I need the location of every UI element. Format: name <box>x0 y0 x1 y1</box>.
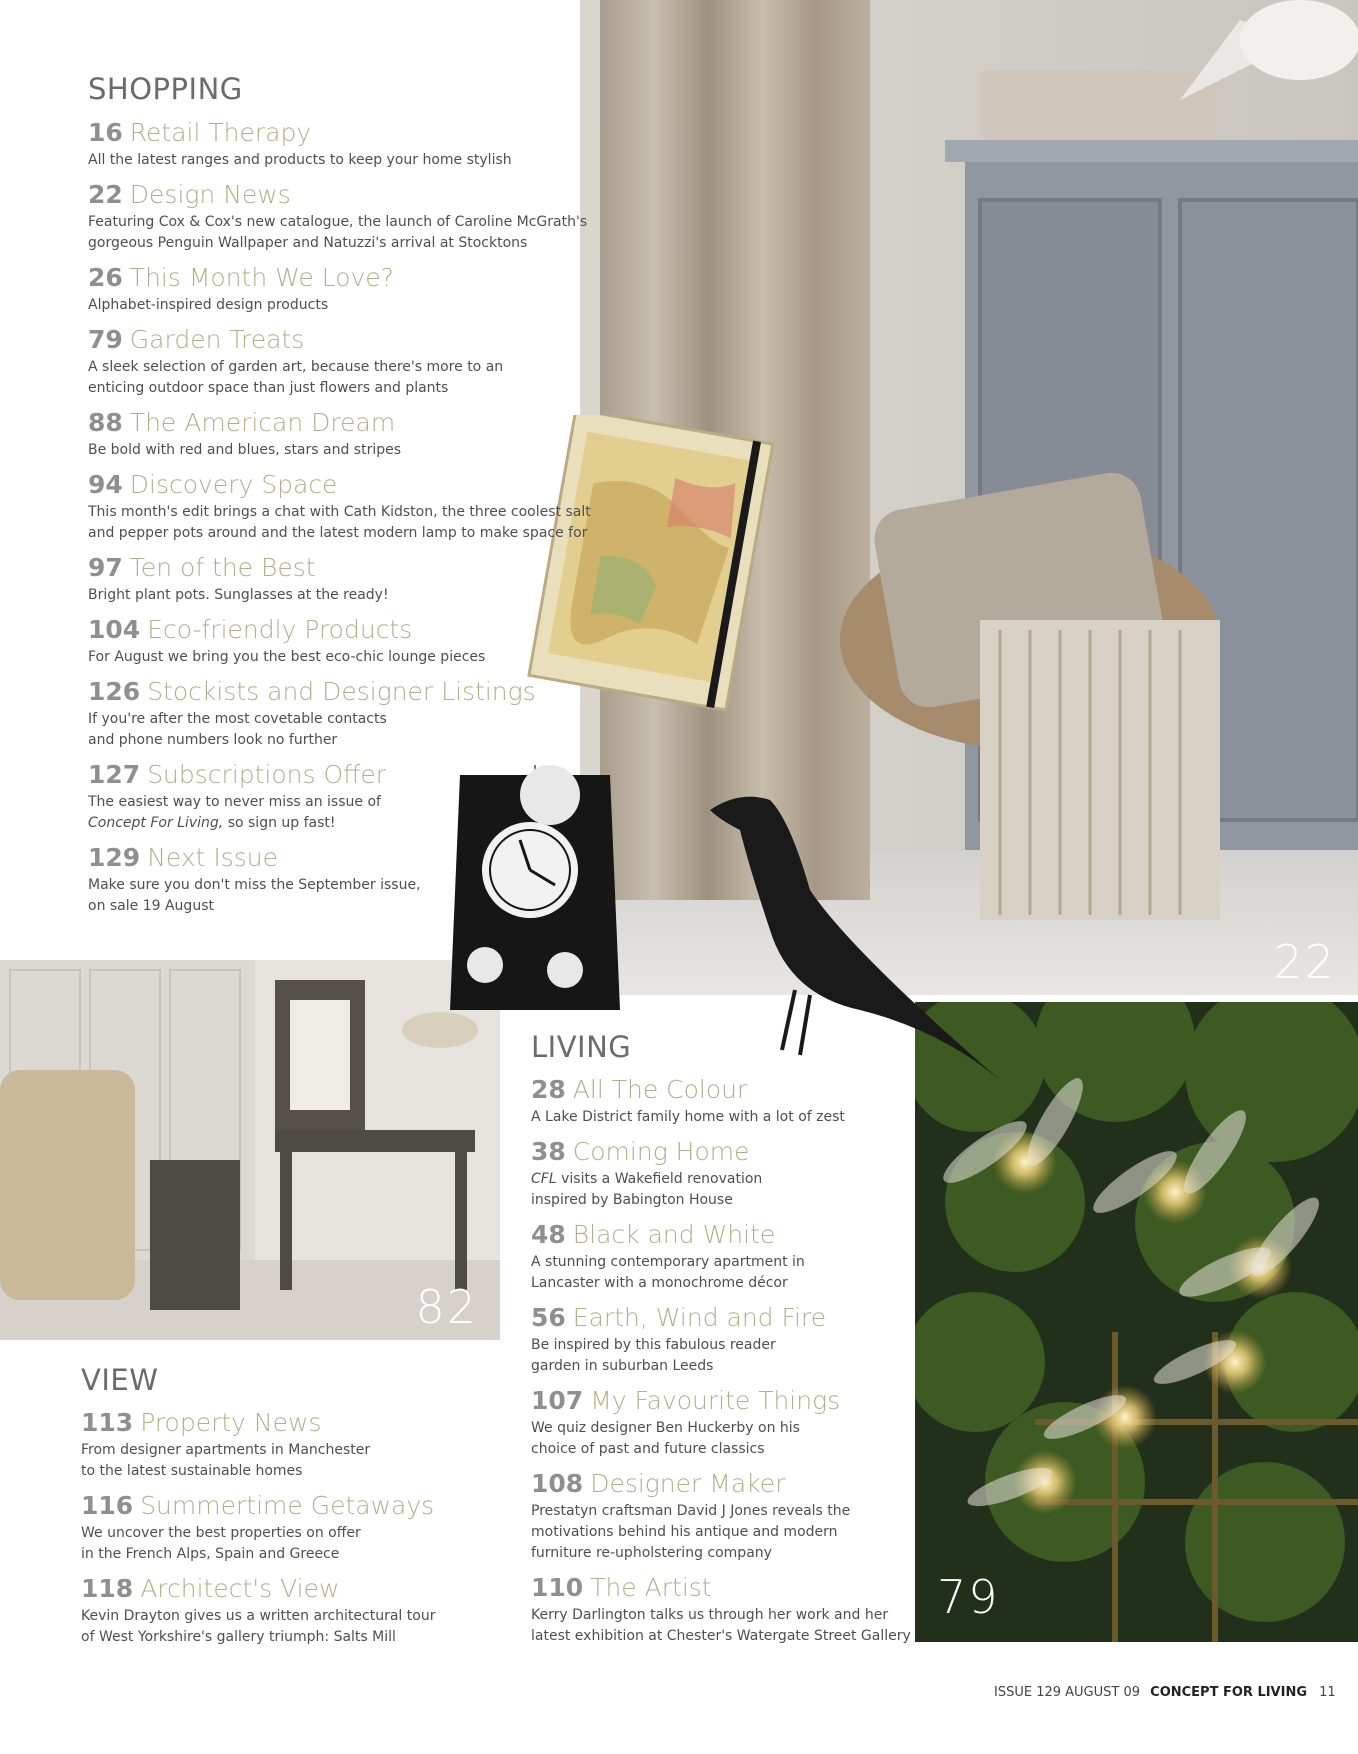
entry-page-number: 97 <box>88 553 123 582</box>
entry-description: We uncover the best properties on offer <box>81 1525 361 1541</box>
entry-description: Prestatyn craftsman David J Jones reveals the <box>531 1503 851 1519</box>
entry-page-number: 28 <box>531 1075 566 1104</box>
entry-page-number: 22 <box>88 180 123 209</box>
entry-page-number: 127 <box>88 760 141 789</box>
entry-page-number: 108 <box>531 1469 584 1498</box>
contents-entry-my-favourite-things[interactable] <box>531 1386 1051 1460</box>
entry-page-number: 113 <box>81 1408 134 1437</box>
entry-page-number: 38 <box>531 1137 566 1166</box>
contents-entry-the-artist[interactable] <box>531 1573 1051 1647</box>
entry-description: A stunning contemporary apartment in <box>531 1254 805 1270</box>
entry-page-number: 129 <box>88 843 141 872</box>
entry-title: Designer Maker <box>590 1469 786 1498</box>
entry-page-number: 126 <box>88 677 141 706</box>
contents-entry-coming-home[interactable] <box>531 1137 1051 1211</box>
entry-title: Discovery Space <box>129 470 338 499</box>
entry-description: Lancaster with a monochrome décor <box>531 1275 788 1291</box>
black-bird-image <box>700 780 1010 1095</box>
entry-description: and phone numbers look no further <box>88 732 338 748</box>
entry-description: From designer apartments in Manchester <box>81 1442 371 1458</box>
entry-description: on sale 19 August <box>88 898 214 914</box>
entry-page-number: 110 <box>531 1573 584 1602</box>
contents-entry-next-issue[interactable] <box>88 843 608 917</box>
entry-title: Next Issue <box>147 843 279 872</box>
entry-description: inspired by Babington House <box>531 1192 733 1208</box>
entry-title: This Month We Love? <box>129 263 394 292</box>
entry-title: Garden Treats <box>129 325 305 354</box>
contents-entry-stockists[interactable] <box>88 677 608 751</box>
entry-description: A Lake District family home with a lot of zest <box>531 1109 845 1125</box>
page-footer <box>994 1685 1336 1700</box>
entry-title: All The Colour <box>572 1075 748 1104</box>
entry-page-number: 79 <box>88 325 123 354</box>
entry-page-number: 104 <box>88 615 141 644</box>
contents-entry-eco-friendly-products[interactable] <box>88 615 608 668</box>
contents-entry-retail-therapy[interactable] <box>88 118 608 171</box>
page-number-79: 79 <box>937 1570 1000 1624</box>
entry-description: The easiest way to never miss an issue of <box>88 794 381 810</box>
entry-title: Design News <box>129 180 291 209</box>
entry-title: Black and White <box>572 1220 776 1249</box>
entry-title: Subscriptions Offer <box>147 760 387 789</box>
living-heading: LIVING <box>531 1030 632 1064</box>
entry-description: choice of past and future classics <box>531 1441 765 1457</box>
view-heading: VIEW <box>81 1363 159 1397</box>
page-number-82: 82 <box>415 1280 478 1334</box>
entry-description-italic: Concept For Living, <box>88 815 224 831</box>
entry-title: The Artist <box>590 1573 712 1602</box>
contents-entry-discovery-space[interactable] <box>88 470 608 544</box>
contents-entry-black-and-white[interactable] <box>531 1220 1051 1294</box>
entry-description: garden in suburban Leeds <box>531 1358 714 1374</box>
entry-description: visits a Wakefield renovation <box>561 1171 763 1187</box>
entry-description: motivations behind his antique and modern <box>531 1524 838 1540</box>
contents-entry-this-month-we-love[interactable] <box>88 263 608 316</box>
entry-description: gorgeous Penguin Wallpaper and Natuzzi's arrival at Stocktons <box>88 235 528 251</box>
entry-title: Summertime Getaways <box>140 1491 435 1520</box>
entry-page-number: 107 <box>531 1386 584 1415</box>
entry-title: Property News <box>140 1408 322 1437</box>
entry-title: Retail Therapy <box>129 118 312 147</box>
entry-description: All the latest ranges and products to keep your home stylish <box>88 152 512 168</box>
entry-description: enticing outdoor space than just flowers and plants <box>88 380 449 396</box>
entry-title: The American Dream <box>129 408 396 437</box>
entry-description: This month's edit brings a chat with Cath Kidston, the three coolest salt <box>88 504 591 520</box>
footer-brand: CONCEPT FOR LIVING <box>1150 1685 1308 1700</box>
contents-entry-garden-treats[interactable] <box>88 325 608 399</box>
entry-description: Make sure you don't miss the September issue, <box>88 877 421 893</box>
bedroom-photo <box>0 960 500 1340</box>
entry-title: Coming Home <box>572 1137 750 1166</box>
entry-title: Eco-friendly Products <box>147 615 413 644</box>
entry-description: to the latest sustainable homes <box>81 1463 303 1479</box>
entry-description: We quiz designer Ben Huckerby on his <box>531 1420 800 1436</box>
entry-description: If you're after the most covetable contacts <box>88 711 387 727</box>
entry-description: Be inspired by this fabulous reader <box>531 1337 776 1353</box>
footer-issue: ISSUE 129 AUGUST 09 <box>994 1685 1141 1700</box>
entry-description: latest exhibition at Chester's Watergate Street Gallery <box>531 1628 911 1644</box>
entry-page-number: 88 <box>88 408 123 437</box>
contents-entry-subscriptions-offer[interactable] <box>88 760 608 834</box>
contents-entry-ten-of-the-best[interactable] <box>88 553 608 606</box>
entry-page-number: 116 <box>81 1491 134 1520</box>
entry-title: Ten of the Best <box>129 553 316 582</box>
entry-description: of West Yorkshire's gallery triumph: Salts Mill <box>81 1629 396 1645</box>
entry-page-number: 118 <box>81 1574 134 1603</box>
entry-description: in the French Alps, Spain and Greece <box>81 1546 340 1562</box>
entry-description: A sleek selection of garden art, because there's more to an <box>88 359 504 375</box>
page-number-22: 22 <box>1273 935 1336 989</box>
entry-description-italic: CFL <box>531 1171 557 1187</box>
entry-description: Kerry Darlington talks us through her work and her <box>531 1607 889 1623</box>
contents-entry-design-news[interactable] <box>88 180 608 254</box>
contents-entry-property-news[interactable] <box>81 1408 601 1482</box>
entry-description: and pepper pots around and the latest modern lamp to make space for <box>88 525 588 541</box>
entry-title: Stockists and Designer Listings <box>147 677 536 706</box>
contents-entry-american-dream[interactable] <box>88 408 608 461</box>
entry-description: Alphabet-inspired design products <box>88 297 329 313</box>
contents-entry-all-the-colour[interactable] <box>531 1075 1051 1128</box>
entry-page-number: 56 <box>531 1303 566 1332</box>
footer-page-number: 11 <box>1319 1685 1336 1700</box>
entry-description: Kevin Drayton gives us a written architectural tour <box>81 1608 436 1624</box>
shopping-heading: SHOPPING <box>88 72 243 106</box>
entry-page-number: 48 <box>531 1220 566 1249</box>
contents-entry-summertime-getaways[interactable] <box>81 1491 601 1565</box>
entry-description: Be bold with red and blues, stars and stripes <box>88 442 402 458</box>
entry-description: Bright plant pots. Sunglasses at the ready! <box>88 587 389 603</box>
entry-title: Architect's View <box>140 1574 340 1603</box>
entry-description: so sign up fast! <box>227 815 336 831</box>
contents-entry-architects-view[interactable] <box>81 1574 601 1648</box>
entry-page-number: 26 <box>88 263 123 292</box>
entry-page-number: 16 <box>88 118 123 147</box>
entry-title: Earth, Wind and Fire <box>572 1303 827 1332</box>
entry-description: furniture re-upholstering company <box>531 1545 772 1561</box>
entry-description: Featuring Cox & Cox's new catalogue, the launch of Caroline McGrath's <box>88 214 588 230</box>
contents-entry-earth-wind-fire[interactable] <box>531 1303 1051 1377</box>
contents-entry-designer-maker[interactable] <box>531 1469 1051 1564</box>
entry-page-number: 94 <box>88 470 123 499</box>
entry-title: My Favourite Things <box>590 1386 841 1415</box>
entry-description: For August we bring you the best eco-chic lounge pieces <box>88 649 486 665</box>
